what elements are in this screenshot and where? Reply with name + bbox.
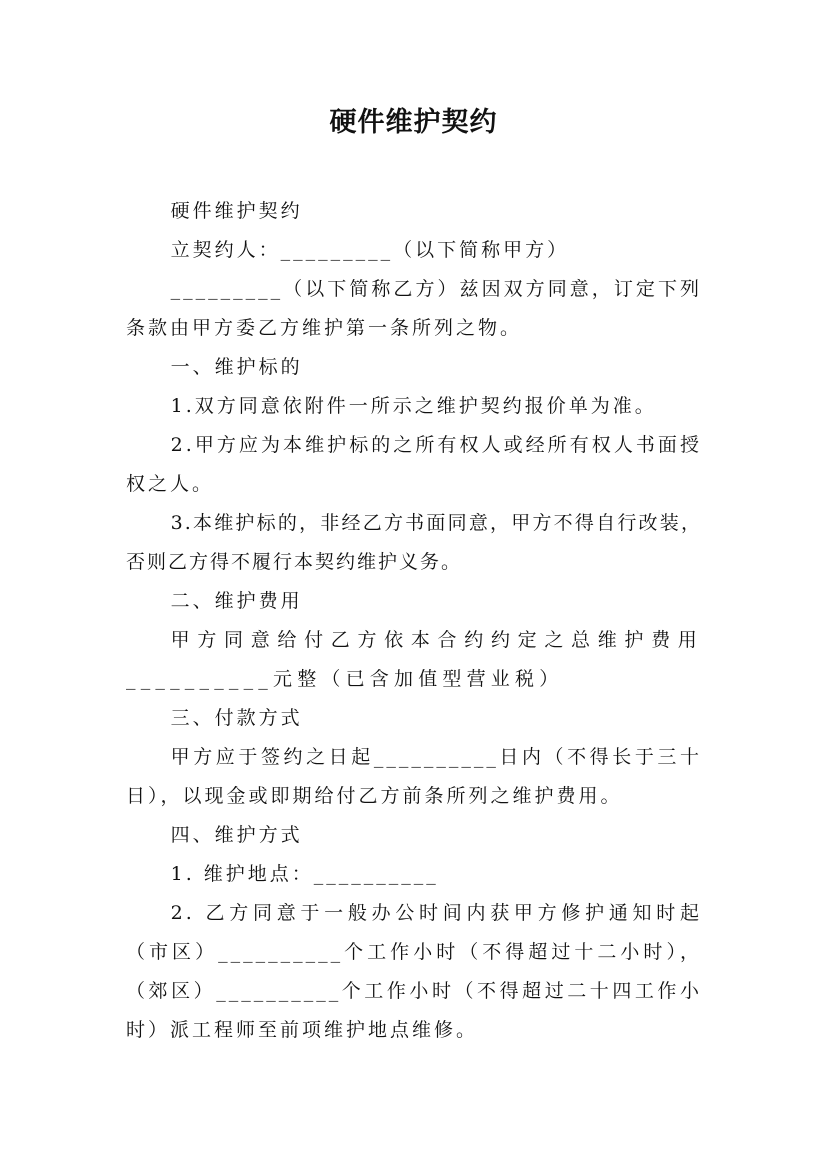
clause-1-3: 3.本维护标的，非经乙方书面同意，甲方不得自行改装，否则乙方得不履行本契约维护义务。 xyxy=(126,512,702,573)
clause-4-2: 2. 乙方同意于一般办公时间内获甲方修护通知时起（市区）__________个工作小时（不得超过十二小时），（郊区）__________个工作小时（不得超过二十四工作小时）派工程师至前项维护地点维修。 xyxy=(126,902,702,1041)
section-heading-maintenance-object: 一、维护标的 xyxy=(170,356,303,378)
section-heading-payment: 三、付款方式 xyxy=(170,707,303,729)
clause-4-1: 1. 维护地点：__________ xyxy=(170,863,439,885)
paragraph-party-a: 立契约人：_________（以下简称甲方） xyxy=(170,239,570,261)
clause-payment: 甲方应于签约之日起__________日内（不得长于三十日），以现金或即期给付乙方前条所列之维护费用。 xyxy=(126,746,702,807)
clause-1-1: 1.双方同意依附件一所示之维护契约报价单为准。 xyxy=(170,395,657,417)
section-heading-maintenance-method: 四、维护方式 xyxy=(170,824,303,846)
document-title: 硬件维护契约 xyxy=(329,107,498,138)
paragraph-party-b: _________（以下简称乙方）兹因双方同意，订定下列条款由甲方委乙方维护第一条所列之物。 xyxy=(126,278,702,339)
paragraph-heading-repeat: 硬件维护契约 xyxy=(170,200,303,222)
section-heading-maintenance-fee: 二、维护费用 xyxy=(170,590,303,612)
clause-1-2: 2.甲方应为本维护标的之所有权人或经所有权人书面授权之人。 xyxy=(126,434,702,495)
document-body xyxy=(126,192,702,1050)
clause-fee: 甲方同意给付乙方依本合约约定之总维护费用__________元整（已含加值型营业税） xyxy=(126,629,702,690)
